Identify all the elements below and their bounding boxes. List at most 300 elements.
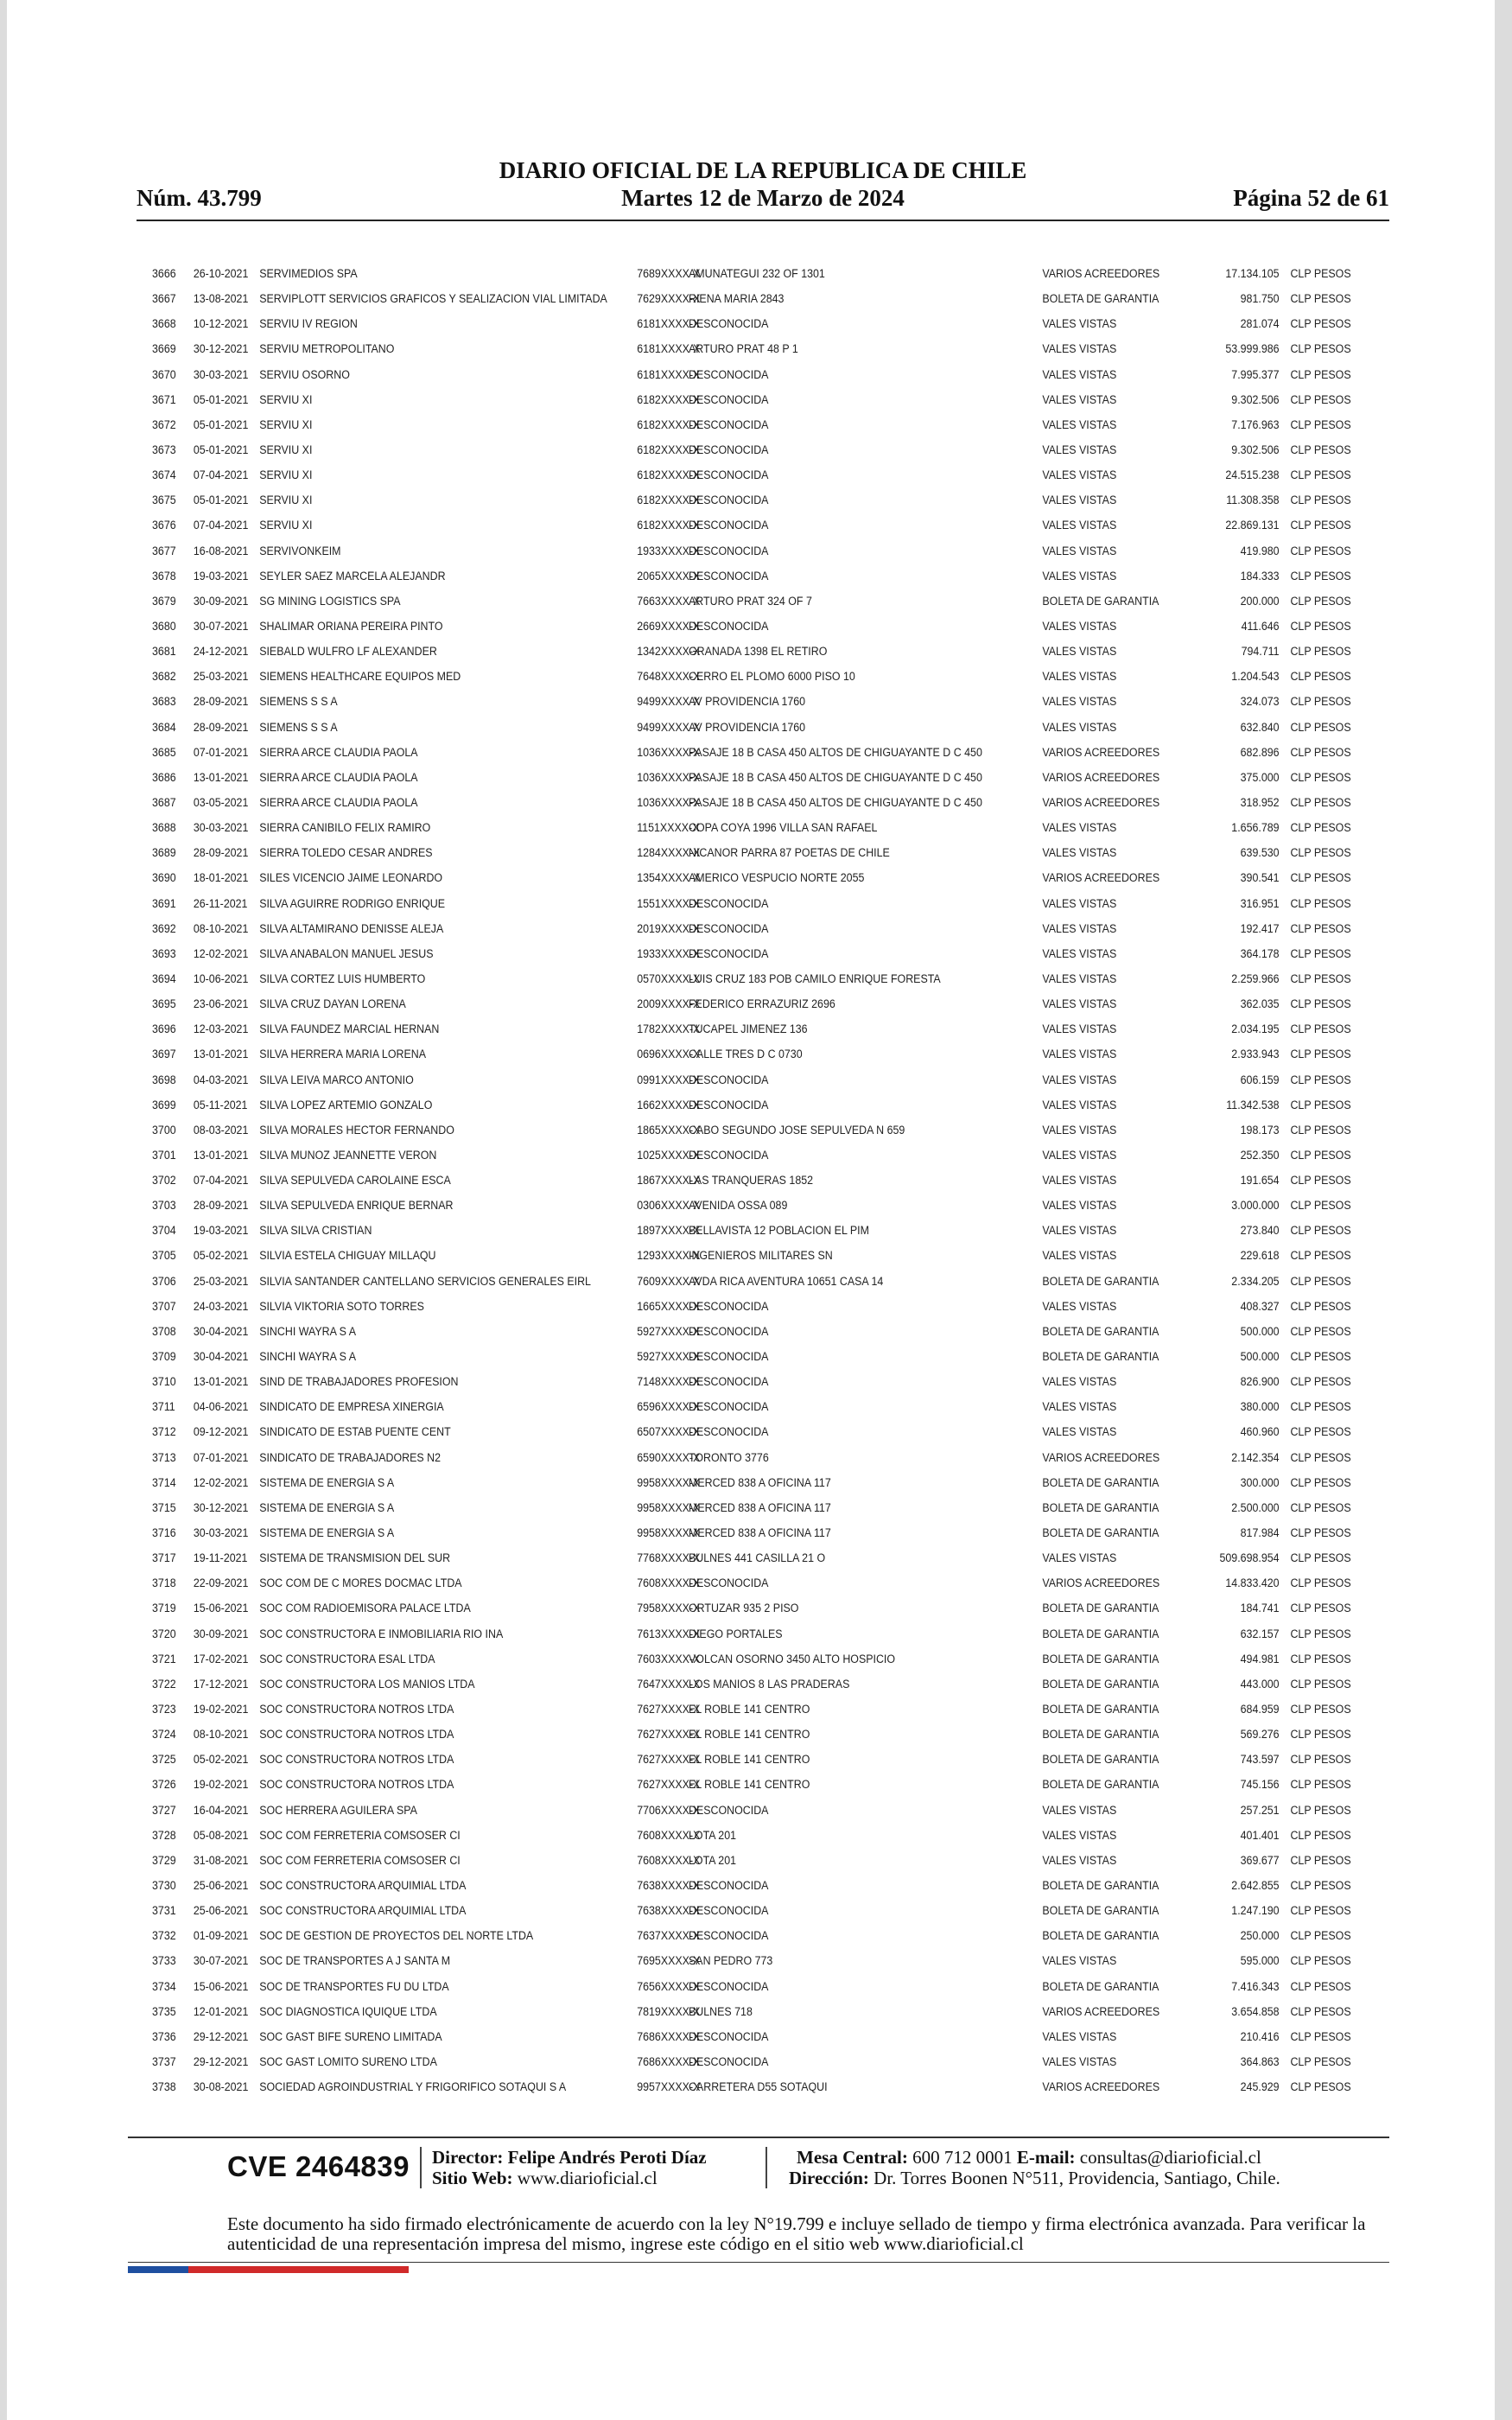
amount: 401.401 bbox=[1240, 1828, 1280, 1842]
page-indicator: Página 52 de 61 bbox=[1233, 185, 1389, 211]
record-date: 30-12-2021 bbox=[193, 1500, 249, 1514]
rut-number: 7638XXXX-X bbox=[637, 1904, 701, 1918]
instrument-type: BOLETA DE GARANTIA bbox=[1042, 1324, 1159, 1338]
amount: 639.530 bbox=[1240, 846, 1280, 860]
currency: CLP PESOS bbox=[1290, 1224, 1351, 1238]
rut-number: 7695XXXX-X bbox=[637, 1954, 701, 1968]
record-date: 07-04-2021 bbox=[193, 468, 249, 482]
currency: CLP PESOS bbox=[1290, 2080, 1351, 2094]
rut-number: 1933XXXX-X bbox=[637, 544, 701, 557]
record-number: 3667 bbox=[152, 292, 176, 306]
rut-number: 0696XXXX-X bbox=[637, 1048, 701, 1061]
beneficiary-name: SOC CONSTRUCTORA ESAL LTDA bbox=[259, 1652, 435, 1665]
table-row bbox=[152, 311, 1389, 336]
amount: 369.677 bbox=[1240, 1853, 1280, 1867]
amount: 252.350 bbox=[1240, 1148, 1280, 1162]
record-date: 28-09-2021 bbox=[193, 720, 249, 734]
currency: CLP PESOS bbox=[1290, 871, 1351, 885]
record-number: 3723 bbox=[152, 1703, 176, 1716]
table-row bbox=[152, 462, 1389, 487]
website-label: Sitio Web: bbox=[432, 2168, 513, 2188]
beneficiary-name: SERVIU XI bbox=[259, 494, 313, 507]
record-date: 03-05-2021 bbox=[193, 795, 249, 809]
address: DESCONOCIDA bbox=[689, 569, 769, 583]
record-date: 30-12-2021 bbox=[193, 342, 249, 356]
rut-number: 7148XXXX-X bbox=[637, 1375, 701, 1389]
amount: 257.251 bbox=[1240, 1803, 1280, 1817]
instrument-type: VALES VISTAS bbox=[1042, 1803, 1117, 1817]
beneficiary-name: SIERRA CANIBILO FELIX RAMIRO bbox=[259, 821, 431, 835]
address: DESCONOCIDA bbox=[689, 519, 769, 532]
amount: 200.000 bbox=[1240, 594, 1280, 608]
instrument-type: VALES VISTAS bbox=[1042, 1148, 1117, 1162]
record-number: 3716 bbox=[152, 1526, 176, 1540]
address: LUIS CRUZ 183 POB CAMILO ENRIQUE FORESTA bbox=[689, 971, 941, 985]
record-number: 3671 bbox=[152, 392, 176, 406]
address: DESCONOCIDA bbox=[689, 494, 769, 507]
address: AV PROVIDENCIA 1760 bbox=[689, 720, 806, 734]
address: DESCONOCIDA bbox=[689, 1299, 769, 1313]
amount: 443.000 bbox=[1240, 1677, 1280, 1691]
instrument-type: VARIOS ACREEDORES bbox=[1042, 1576, 1160, 1590]
instrument-type: BOLETA DE GARANTIA bbox=[1042, 1475, 1159, 1489]
beneficiary-name: SILVA MORALES HECTOR FERNANDO bbox=[259, 1123, 454, 1137]
table-row bbox=[152, 538, 1389, 564]
record-date: 18-01-2021 bbox=[193, 871, 249, 885]
table-row bbox=[152, 1545, 1389, 1570]
instrument-type: VALES VISTAS bbox=[1042, 1853, 1117, 1867]
table-row bbox=[152, 412, 1389, 437]
record-number: 3713 bbox=[152, 1450, 176, 1464]
table-row bbox=[152, 740, 1389, 765]
instrument-type: VARIOS ACREEDORES bbox=[1042, 745, 1160, 759]
rut-number: 9499XXXX-X bbox=[637, 695, 701, 709]
table-row bbox=[152, 1520, 1389, 1545]
currency: CLP PESOS bbox=[1290, 1879, 1351, 1892]
beneficiary-name: SILVIA ESTELA CHIGUAY MILLAQU bbox=[259, 1249, 436, 1263]
rut-number: 1865XXXX-X bbox=[637, 1123, 701, 1137]
record-number: 3692 bbox=[152, 921, 176, 935]
instrument-type: VALES VISTAS bbox=[1042, 519, 1117, 532]
table-row bbox=[152, 1747, 1389, 1772]
currency: CLP PESOS bbox=[1290, 770, 1351, 784]
record-number: 3727 bbox=[152, 1803, 176, 1817]
beneficiary-name: SISTEMA DE ENERGIA S A bbox=[259, 1475, 395, 1489]
record-date: 28-09-2021 bbox=[193, 695, 249, 709]
beneficiary-name: SOC HERRERA AGUILERA SPA bbox=[259, 1803, 417, 1817]
instrument-type: VALES VISTAS bbox=[1042, 342, 1117, 356]
page-header bbox=[137, 157, 1389, 218]
table-row bbox=[152, 991, 1389, 1016]
beneficiary-name: SIEBALD WULFRO LF ALEXANDER bbox=[259, 645, 437, 659]
record-date: 05-01-2021 bbox=[193, 417, 249, 431]
record-number: 3686 bbox=[152, 770, 176, 784]
instrument-type: VALES VISTAS bbox=[1042, 921, 1117, 935]
instrument-type: VARIOS ACREEDORES bbox=[1042, 2080, 1160, 2094]
address: DESCONOCIDA bbox=[689, 468, 769, 482]
record-number: 3683 bbox=[152, 695, 176, 709]
beneficiary-name: SHALIMAR ORIANA PEREIRA PINTO bbox=[259, 619, 443, 633]
record-number: 3715 bbox=[152, 1500, 176, 1514]
beneficiary-name: SILVA CORTEZ LUIS HUMBERTO bbox=[259, 971, 426, 985]
beneficiary-name: SILVA SEPULVEDA ENRIQUE BERNAR bbox=[259, 1199, 454, 1213]
publication-title: DIARIO OFICIAL DE LA REPUBLICA DE CHILE bbox=[499, 157, 1027, 183]
beneficiary-name: SOC DE TRANSPORTES FU DU LTDA bbox=[259, 1979, 449, 1993]
amount: 281.074 bbox=[1240, 317, 1280, 331]
currency: CLP PESOS bbox=[1290, 594, 1351, 608]
currency: CLP PESOS bbox=[1290, 367, 1351, 381]
currency: CLP PESOS bbox=[1290, 971, 1351, 985]
footer-separator bbox=[420, 2147, 422, 2188]
instrument-type: BOLETA DE GARANTIA bbox=[1042, 1904, 1159, 1918]
record-date: 05-01-2021 bbox=[193, 392, 249, 406]
address: ORTUZAR 935 2 PISO bbox=[689, 1602, 799, 1615]
rut-number: 0306XXXX-X bbox=[637, 1199, 701, 1213]
instrument-type: VALES VISTAS bbox=[1042, 670, 1117, 684]
rut-number: 7608XXXX-X bbox=[637, 1576, 701, 1590]
table-row bbox=[152, 1898, 1389, 1923]
beneficiary-name: SIERRA ARCE CLAUDIA PAOLA bbox=[259, 745, 418, 759]
beneficiary-name: SINDICATO DE TRABAJADORES N2 bbox=[259, 1450, 442, 1464]
instrument-type: VALES VISTAS bbox=[1042, 1224, 1117, 1238]
currency: CLP PESOS bbox=[1290, 1929, 1351, 1943]
rut-number: 7689XXXX-X bbox=[637, 267, 701, 280]
instrument-type: VALES VISTAS bbox=[1042, 1022, 1117, 1036]
table-row bbox=[152, 966, 1389, 991]
table-row bbox=[152, 639, 1389, 664]
record-number: 3678 bbox=[152, 569, 176, 583]
record-number: 3712 bbox=[152, 1425, 176, 1439]
amount: 1.656.789 bbox=[1231, 821, 1280, 835]
address: GRANADA 1398 EL RETIRO bbox=[689, 645, 828, 659]
address: INGENIEROS MILITARES SN bbox=[689, 1249, 833, 1263]
record-date: 16-04-2021 bbox=[193, 1803, 249, 1817]
record-number: 3684 bbox=[152, 720, 176, 734]
table-row bbox=[152, 1016, 1389, 1041]
address: DESCONOCIDA bbox=[689, 1979, 769, 1993]
table-row bbox=[152, 840, 1389, 865]
currency: CLP PESOS bbox=[1290, 1475, 1351, 1489]
record-number: 3681 bbox=[152, 645, 176, 659]
amount: 198.173 bbox=[1240, 1123, 1280, 1137]
amount: 245.929 bbox=[1240, 2080, 1280, 2094]
rut-number: 1036XXXX-X bbox=[637, 795, 701, 809]
record-number: 3706 bbox=[152, 1274, 176, 1288]
record-number: 3734 bbox=[152, 1979, 176, 1993]
currency: CLP PESOS bbox=[1290, 1274, 1351, 1288]
website-value[interactable]: www.diarioficial.cl bbox=[517, 2168, 658, 2188]
rut-number: 6182XXXX-X bbox=[637, 417, 701, 431]
address: CERRO EL PLOMO 6000 PISO 10 bbox=[689, 670, 855, 684]
amount: 500.000 bbox=[1240, 1350, 1280, 1364]
instrument-type: VARIOS ACREEDORES bbox=[1042, 267, 1160, 280]
table-row bbox=[152, 1419, 1389, 1444]
amount: 606.159 bbox=[1240, 1073, 1280, 1086]
amount: 826.900 bbox=[1240, 1375, 1280, 1389]
table-row bbox=[152, 1193, 1389, 1218]
instrument-type: VALES VISTAS bbox=[1042, 417, 1117, 431]
table-row bbox=[152, 1697, 1389, 1722]
records-table bbox=[152, 261, 1389, 2099]
table-row bbox=[152, 1369, 1389, 1394]
address: EL ROBLE 141 CENTRO bbox=[689, 1778, 810, 1792]
table-row bbox=[152, 1294, 1389, 1319]
beneficiary-name: SINDICATO DE ESTAB PUENTE CENT bbox=[259, 1425, 451, 1439]
currency: CLP PESOS bbox=[1290, 997, 1351, 1011]
record-number: 3737 bbox=[152, 2054, 176, 2068]
record-date: 10-12-2021 bbox=[193, 317, 249, 331]
amount: 364.863 bbox=[1240, 2054, 1280, 2068]
table-row bbox=[152, 1672, 1389, 1697]
record-number: 3693 bbox=[152, 946, 176, 960]
record-date: 05-01-2021 bbox=[193, 494, 249, 507]
address: BULNES 718 bbox=[689, 2004, 753, 2018]
rut-number: 7608XXXX-X bbox=[637, 1853, 701, 1867]
currency: CLP PESOS bbox=[1290, 1324, 1351, 1338]
amount: 569.276 bbox=[1240, 1728, 1280, 1742]
address: COPA COYA 1996 VILLA SAN RAFAEL bbox=[689, 821, 878, 835]
record-date: 30-08-2021 bbox=[193, 2080, 249, 2094]
instrument-type: VALES VISTAS bbox=[1042, 494, 1117, 507]
rut-number: 7656XXXX-X bbox=[637, 1979, 701, 1993]
table-row bbox=[152, 916, 1389, 941]
record-number: 3697 bbox=[152, 1048, 176, 1061]
instrument-type: VALES VISTAS bbox=[1042, 1828, 1117, 1842]
document-page bbox=[7, 0, 1495, 2420]
beneficiary-name: SINCHI WAYRA S A bbox=[259, 1324, 357, 1338]
address-value: Dr. Torres Boonen N°511, Providencia, Santiago, Chile. bbox=[874, 2168, 1280, 2188]
record-number: 3729 bbox=[152, 1853, 176, 1867]
beneficiary-name: SILES VICENCIO JAIME LEONARDO bbox=[259, 871, 443, 885]
record-date: 12-02-2021 bbox=[193, 946, 249, 960]
footer-top-divider bbox=[128, 2137, 1389, 2138]
beneficiary-name: SOC CONSTRUCTORA NOTROS LTDA bbox=[259, 1703, 454, 1716]
record-date: 15-06-2021 bbox=[193, 1979, 249, 1993]
table-row bbox=[152, 437, 1389, 462]
currency: CLP PESOS bbox=[1290, 2004, 1351, 2018]
table-row bbox=[152, 1999, 1389, 2024]
amount: 682.896 bbox=[1240, 745, 1280, 759]
currency: CLP PESOS bbox=[1290, 1954, 1351, 1968]
address: DESCONOCIDA bbox=[689, 1929, 769, 1943]
director-label: Director: bbox=[432, 2147, 504, 2168]
table-row bbox=[152, 2074, 1389, 2099]
rut-number: 7648XXXX-X bbox=[637, 670, 701, 684]
director-name: Felipe Andrés Peroti Díaz bbox=[507, 2147, 707, 2168]
beneficiary-name: SOC DE GESTION DE PROYECTOS DEL NORTE LTDA bbox=[259, 1929, 534, 1943]
amount: 3.000.000 bbox=[1231, 1199, 1280, 1213]
address: CABO SEGUNDO JOSE SEPULVEDA N 659 bbox=[689, 1123, 905, 1137]
instrument-type: VALES VISTAS bbox=[1042, 1954, 1117, 1968]
currency: CLP PESOS bbox=[1290, 1022, 1351, 1036]
currency: CLP PESOS bbox=[1290, 1652, 1351, 1665]
record-date: 04-06-2021 bbox=[193, 1400, 249, 1414]
beneficiary-name: SIEMENS S S A bbox=[259, 720, 338, 734]
amount: 595.000 bbox=[1240, 1954, 1280, 1968]
beneficiary-name: SIERRA ARCE CLAUDIA PAOLA bbox=[259, 770, 418, 784]
beneficiary-name: SIEMENS S S A bbox=[259, 695, 338, 709]
beneficiary-name: SERVIVONKEIM bbox=[259, 544, 341, 557]
record-date: 30-04-2021 bbox=[193, 1350, 249, 1364]
rut-number: 9958XXXX-X bbox=[637, 1526, 701, 1540]
beneficiary-name: SILVA ALTAMIRANO DENISSE ALEJA bbox=[259, 921, 444, 935]
issue-number: Núm. 43.799 bbox=[137, 185, 262, 211]
record-date: 28-09-2021 bbox=[193, 846, 249, 860]
record-number: 3735 bbox=[152, 2004, 176, 2018]
table-row bbox=[152, 1319, 1389, 1344]
record-number: 3732 bbox=[152, 1929, 176, 1943]
record-number: 3699 bbox=[152, 1098, 176, 1111]
currency: CLP PESOS bbox=[1290, 292, 1351, 306]
record-date: 25-06-2021 bbox=[193, 1904, 249, 1918]
rut-number: 0991XXXX-X bbox=[637, 1073, 701, 1086]
record-date: 05-01-2021 bbox=[193, 443, 249, 456]
amount: 11.308.358 bbox=[1226, 494, 1280, 507]
table-row bbox=[152, 1243, 1389, 1268]
beneficiary-name: SOC CONSTRUCTORA NOTROS LTDA bbox=[259, 1753, 454, 1767]
record-number: 3670 bbox=[152, 367, 176, 381]
instrument-type: BOLETA DE GARANTIA bbox=[1042, 1500, 1159, 1514]
address: LOTA 201 bbox=[689, 1828, 737, 1842]
amount: 460.960 bbox=[1240, 1425, 1280, 1439]
record-number: 3707 bbox=[152, 1299, 176, 1313]
record-number: 3738 bbox=[152, 2080, 176, 2094]
amount: 509.698.954 bbox=[1219, 1551, 1280, 1565]
address: EL ROBLE 141 CENTRO bbox=[689, 1753, 810, 1767]
table-row bbox=[152, 1948, 1389, 1973]
record-date: 17-12-2021 bbox=[193, 1677, 249, 1691]
currency: CLP PESOS bbox=[1290, 795, 1351, 809]
instrument-type: VALES VISTAS bbox=[1042, 695, 1117, 709]
beneficiary-name: SERVIU XI bbox=[259, 392, 313, 406]
rut-number: 1284XXXX-X bbox=[637, 846, 701, 860]
address: DESCONOCIDA bbox=[689, 1400, 769, 1414]
instrument-type: VALES VISTAS bbox=[1042, 1199, 1117, 1213]
table-row bbox=[152, 387, 1389, 412]
address: DESCONOCIDA bbox=[689, 417, 769, 431]
beneficiary-name: SEYLER SAEZ MARCELA ALEJANDR bbox=[259, 569, 446, 583]
address: DESCONOCIDA bbox=[689, 1375, 769, 1389]
address: DESCONOCIDA bbox=[689, 619, 769, 633]
rut-number: 1342XXXX-X bbox=[637, 645, 701, 659]
amount: 494.981 bbox=[1240, 1652, 1280, 1665]
table-row bbox=[152, 589, 1389, 614]
rut-number: 6182XXXX-X bbox=[637, 468, 701, 482]
address: MERCED 838 A OFICINA 117 bbox=[689, 1526, 831, 1540]
rut-number: 6182XXXX-X bbox=[637, 392, 701, 406]
amount: 191.654 bbox=[1240, 1174, 1280, 1188]
record-number: 3688 bbox=[152, 821, 176, 835]
beneficiary-name: SOC CONSTRUCTORA LOS MANIOS LTDA bbox=[259, 1677, 475, 1691]
beneficiary-name: SIND DE TRABAJADORES PROFESION bbox=[259, 1375, 459, 1389]
beneficiary-name: SERVIPLOTT SERVICIOS GRAFICOS Y SEALIZACION VIAL LIMITADA bbox=[259, 292, 607, 306]
record-number: 3720 bbox=[152, 1627, 176, 1640]
rut-number: 9958XXXX-X bbox=[637, 1500, 701, 1514]
record-date: 12-02-2021 bbox=[193, 1475, 249, 1489]
record-number: 3722 bbox=[152, 1677, 176, 1691]
flag-blue-bar bbox=[128, 2266, 188, 2273]
address: VOLCAN OSORNO 3450 ALTO HOSPICIO bbox=[689, 1652, 896, 1665]
record-date: 31-08-2021 bbox=[193, 1853, 249, 1867]
beneficiary-name: SINDICATO DE EMPRESA XINERGIA bbox=[259, 1400, 444, 1414]
rut-number: 1551XXXX-X bbox=[637, 896, 701, 910]
table-row bbox=[152, 765, 1389, 790]
currency: CLP PESOS bbox=[1290, 1375, 1351, 1389]
record-number: 3673 bbox=[152, 443, 176, 456]
currency: CLP PESOS bbox=[1290, 1425, 1351, 1439]
record-number: 3718 bbox=[152, 1576, 176, 1590]
beneficiary-name: SERVIU XI bbox=[259, 417, 313, 431]
record-date: 30-07-2021 bbox=[193, 1954, 249, 1968]
amount: 229.618 bbox=[1240, 1249, 1280, 1263]
instrument-type: VALES VISTAS bbox=[1042, 468, 1117, 482]
address: MERCED 838 A OFICINA 117 bbox=[689, 1475, 831, 1489]
record-date: 19-03-2021 bbox=[193, 569, 249, 583]
beneficiary-name: SOC COM FERRETERIA COMSOSER CI bbox=[259, 1853, 461, 1867]
currency: CLP PESOS bbox=[1290, 1400, 1351, 1414]
instrument-type: VALES VISTAS bbox=[1042, 821, 1117, 835]
address: DESCONOCIDA bbox=[689, 1350, 769, 1364]
table-row bbox=[152, 1143, 1389, 1168]
rut-number: 1897XXXX-X bbox=[637, 1224, 701, 1238]
amount: 324.073 bbox=[1240, 695, 1280, 709]
instrument-type: VARIOS ACREEDORES bbox=[1042, 2004, 1160, 2018]
instrument-type: BOLETA DE GARANTIA bbox=[1042, 292, 1159, 306]
rut-number: 6507XXXX-X bbox=[637, 1425, 701, 1439]
currency: CLP PESOS bbox=[1290, 1249, 1351, 1263]
table-row bbox=[152, 1923, 1389, 1948]
record-date: 13-01-2021 bbox=[193, 770, 249, 784]
record-number: 3705 bbox=[152, 1249, 176, 1263]
address: AV PROVIDENCIA 1760 bbox=[689, 695, 806, 709]
currency: CLP PESOS bbox=[1290, 2054, 1351, 2068]
table-row bbox=[152, 1621, 1389, 1646]
rut-number: 6181XXXX-X bbox=[637, 317, 701, 331]
address: RIENA MARIA 2843 bbox=[689, 292, 785, 306]
address: ARTURO PRAT 48 P 1 bbox=[689, 342, 798, 356]
amount: 318.952 bbox=[1240, 795, 1280, 809]
amount: 745.156 bbox=[1240, 1778, 1280, 1792]
phone-label: Mesa Central: bbox=[797, 2147, 908, 2168]
record-date: 19-11-2021 bbox=[193, 1551, 248, 1565]
currency: CLP PESOS bbox=[1290, 2029, 1351, 2043]
beneficiary-name: SOC DIAGNOSTICA IQUIQUE LTDA bbox=[259, 2004, 437, 2018]
instrument-type: VALES VISTAS bbox=[1042, 1375, 1117, 1389]
address: DESCONOCIDA bbox=[689, 367, 769, 381]
rut-number: 7627XXXX-X bbox=[637, 1778, 701, 1792]
beneficiary-name: SILVA CRUZ DAYAN LORENA bbox=[259, 997, 406, 1011]
record-number: 3677 bbox=[152, 544, 176, 557]
table-row bbox=[152, 1092, 1389, 1118]
instrument-type: BOLETA DE GARANTIA bbox=[1042, 1526, 1159, 1540]
currency: CLP PESOS bbox=[1290, 720, 1351, 734]
address: AVDA RICA AVENTURA 10651 CASA 14 bbox=[689, 1274, 884, 1288]
currency: CLP PESOS bbox=[1290, 468, 1351, 482]
amount: 364.178 bbox=[1240, 946, 1280, 960]
record-date: 05-08-2021 bbox=[193, 1828, 249, 1842]
website-line bbox=[432, 2168, 658, 2189]
amount: 2.642.855 bbox=[1231, 1879, 1280, 1892]
currency: CLP PESOS bbox=[1290, 1123, 1351, 1137]
address: AMERICO VESPUCIO NORTE 2055 bbox=[689, 871, 865, 885]
record-number: 3710 bbox=[152, 1375, 176, 1389]
email-value[interactable]: consultas@diarioficial.cl bbox=[1079, 2147, 1261, 2168]
address: EL ROBLE 141 CENTRO bbox=[689, 1728, 810, 1742]
table-row bbox=[152, 1798, 1389, 1823]
rut-number: 6182XXXX-X bbox=[637, 443, 701, 456]
rut-number: 7686XXXX-X bbox=[637, 2029, 701, 2043]
address: ARTURO PRAT 324 OF 7 bbox=[689, 594, 812, 608]
